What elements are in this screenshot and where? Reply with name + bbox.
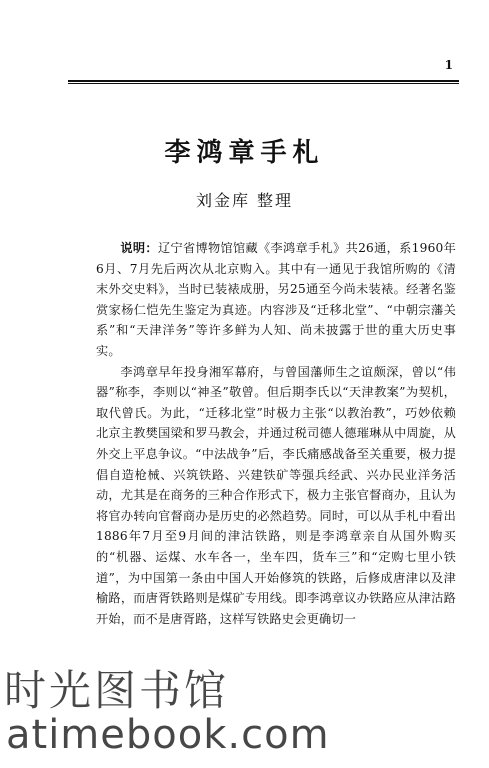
paragraph-intro-text: 辽宁省博物馆馆藏《李鸿章手札》共26通，系1960年6月、7月先后两次从北京购入。其中有一通见于我馆所购的《清末外交史料》，当时已装裱成册，另25通至今尚未装裱。经著名鉴赏家杨仁恺先生鉴定为真迹。内容涉及“迁移北堂”、“中朝宗藩关系”和“天津洋务”等许多鲜为人知、尚未披露于世的重大历史事实。 [96, 241, 456, 358]
editor-credit: 刘金库 整理 [195, 191, 294, 210]
document-title: 李鸿章手札 [164, 138, 325, 168]
watermark-chinese: 时光图书馆 [4, 666, 230, 715]
header-rule [68, 80, 459, 84]
paragraph-intro [96, 238, 456, 362]
body-text [96, 238, 456, 629]
watermark-url: atimebook.com [6, 712, 330, 758]
note-label: 说明： [120, 241, 158, 255]
paragraph-background: 李鸿章早年投身湘军幕府，与曾国藩师生之谊颇深，曾以“伟器”称李，李则以“神圣”敬曾。但后期李氏以“天津教案”为契机，取代曾氏。为此，“迁移北堂”时极力主张“以教治教”，巧妙依赖北京主教樊国梁和罗马教会，并通过税司德人德璀琳从中周旋，从外交上平息争议。“中法战争”后，李氏痛感战备至关重要，极力提倡自造枪械、兴筑铁路、兴建铁矿等强兵经武、兴办民业洋务活动，尤其是在商务的三种合作形式下，极力主张官督商办，且认为将官办转向官督商办是历史的必然趋势。同时，可以从手札中看出1886年7月至9月间的津沽铁路，则是李鸿章亲自从国外购买的“机器、运煤、水车各一，坐车四，货车三”和“定购七里小铁道”，为中国第一条由中国人开始修筑的铁路，后修成唐津以及津榆路，而唐胥铁路则是煤矿专用线。即李鸿章议办铁路应从津沽路开始，而不是唐胥路，这样写铁路史会更确切一 [96, 364, 456, 626]
page-number: 1 [444, 58, 453, 72]
